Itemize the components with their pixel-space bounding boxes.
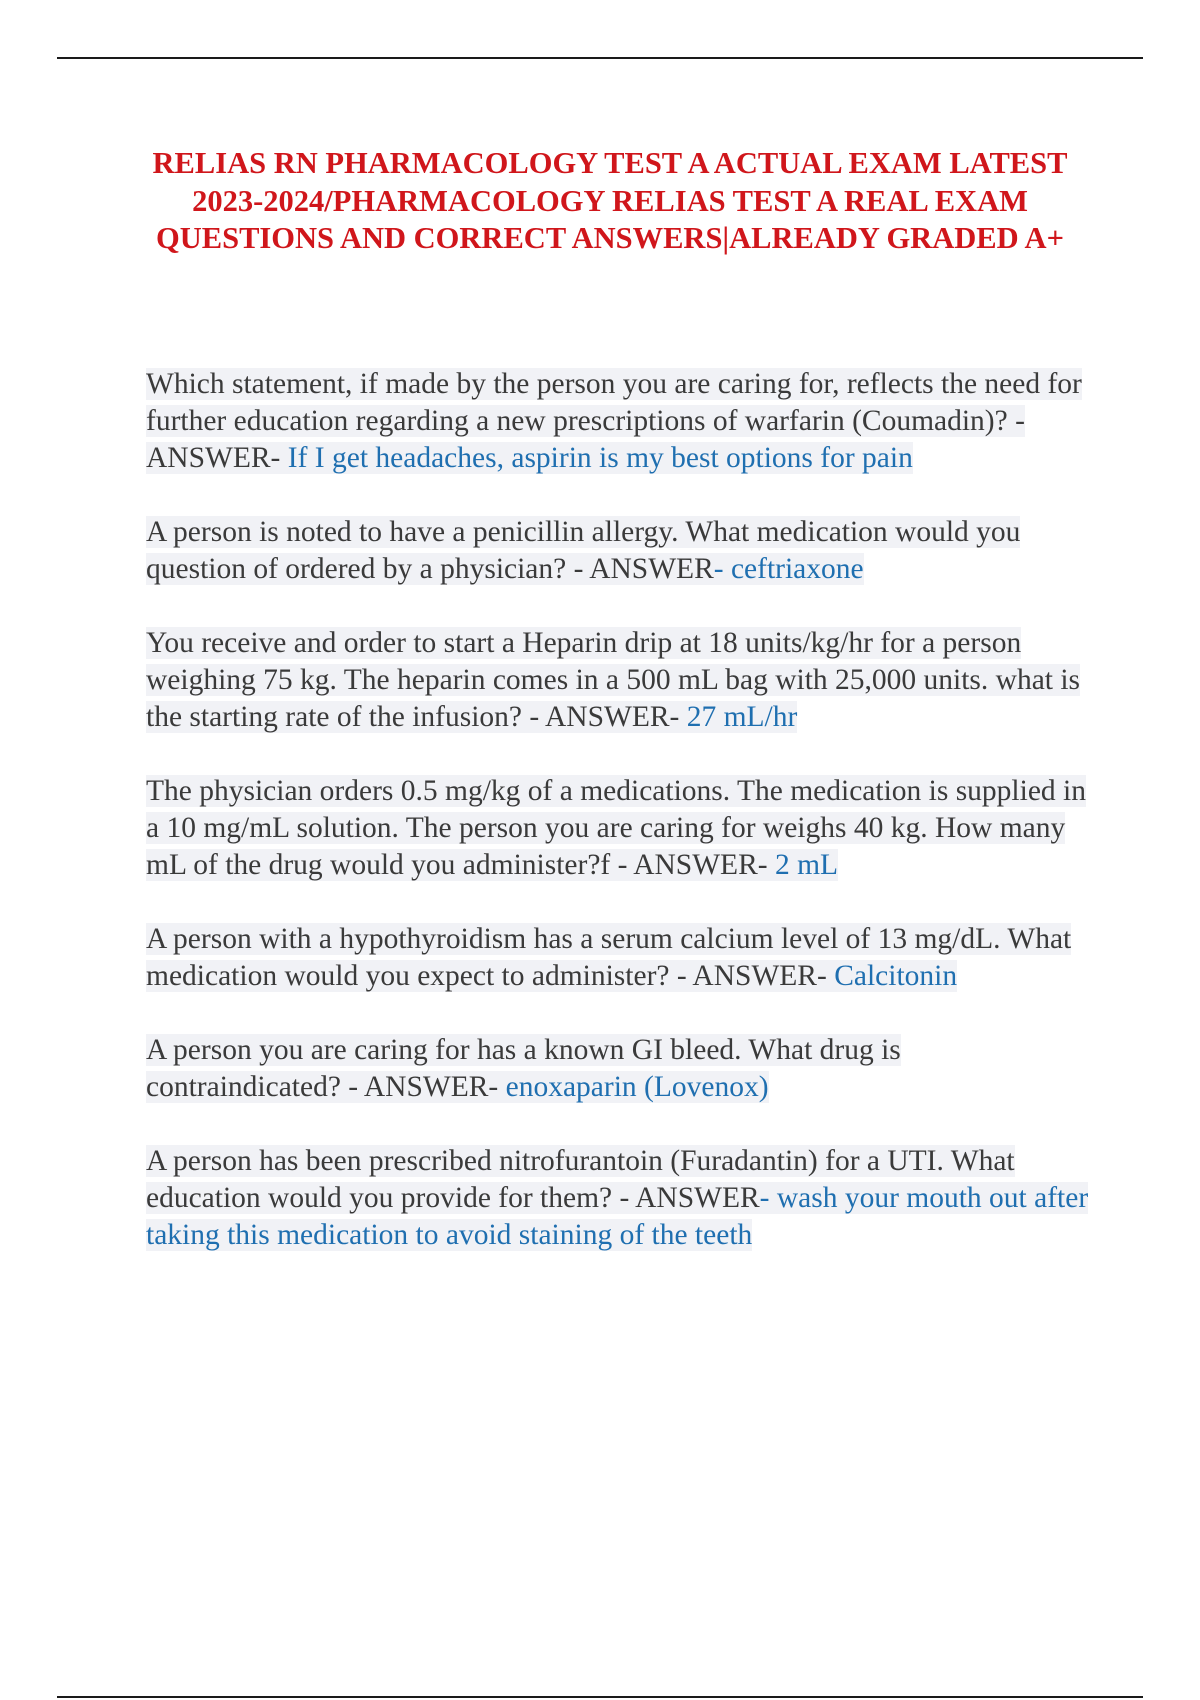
question-text: You receive and order to start a Heparin drip at 18 units/kg/hr for a person weighing 75 kg. The heparin comes in a 500 mL bag with 25,000 units. what is the starting rate of the infusion? - ANSWER- — [146, 627, 1081, 733]
answer-text: - ceftriaxone — [713, 553, 864, 585]
qa-item — [146, 1143, 1101, 1254]
qa-item — [146, 366, 1101, 477]
answer-text: If I get headaches, aspirin is my best options for pain — [280, 442, 913, 474]
top-divider — [57, 57, 1143, 59]
answer-text: Calcitonin — [826, 960, 958, 992]
qa-item — [146, 773, 1101, 884]
qa-item — [146, 514, 1101, 588]
question-text: Which statement, if made by the person you are caring for, reflects the need for further education regarding a new prescriptions of warfarin (Coumadin)? - ANSWER- — [146, 368, 1082, 474]
qa-item — [146, 625, 1101, 736]
question-text: A person has been prescribed nitrofurantoin (Furadantin) for a UTI. What education would you provide for them? - ANSWER — [146, 1145, 1015, 1214]
qa-item — [146, 921, 1101, 995]
qa-list — [146, 366, 1101, 1291]
answer-text: 2 mL — [767, 849, 839, 881]
answer-text: - wash your mouth out after taking this medication to avoid staining of the teeth — [146, 1182, 1089, 1251]
qa-item — [146, 1032, 1101, 1106]
answer-text: enoxaparin (Lovenox) — [498, 1071, 769, 1103]
question-text: A person you are caring for has a known GI bleed. What drug is contraindicated? - ANSWER- — [146, 1034, 901, 1103]
answer-text: 27 mL/hr — [679, 701, 798, 733]
question-text: The physician orders 0.5 mg/kg of a medications. The medication is supplied in a 10 mg/mL solution. The person you are caring for weighs 40 kg. How many mL of the drug would you administer?f - ANSWER- — [146, 775, 1086, 881]
document-title: RELIAS RN PHARMACOLOGY TEST A ACTUAL EXAM LATEST 2023-2024/PHARMACOLOGY RELIAS TEST A REAL EXAM QUESTIONS AND CORRECT ANSWERS|ALREADY GRADED A+ — [152, 146, 1068, 255]
bottom-divider — [57, 1696, 1143, 1698]
question-text: A person with a hypothyroidism has a serum calcium level of 13 mg/dL. What medication would you expect to administer? - ANSWER- — [146, 923, 1072, 992]
question-text: A person is noted to have a penicillin allergy. What medication would you question of ordered by a physician? - ANSWER — [146, 516, 1021, 585]
